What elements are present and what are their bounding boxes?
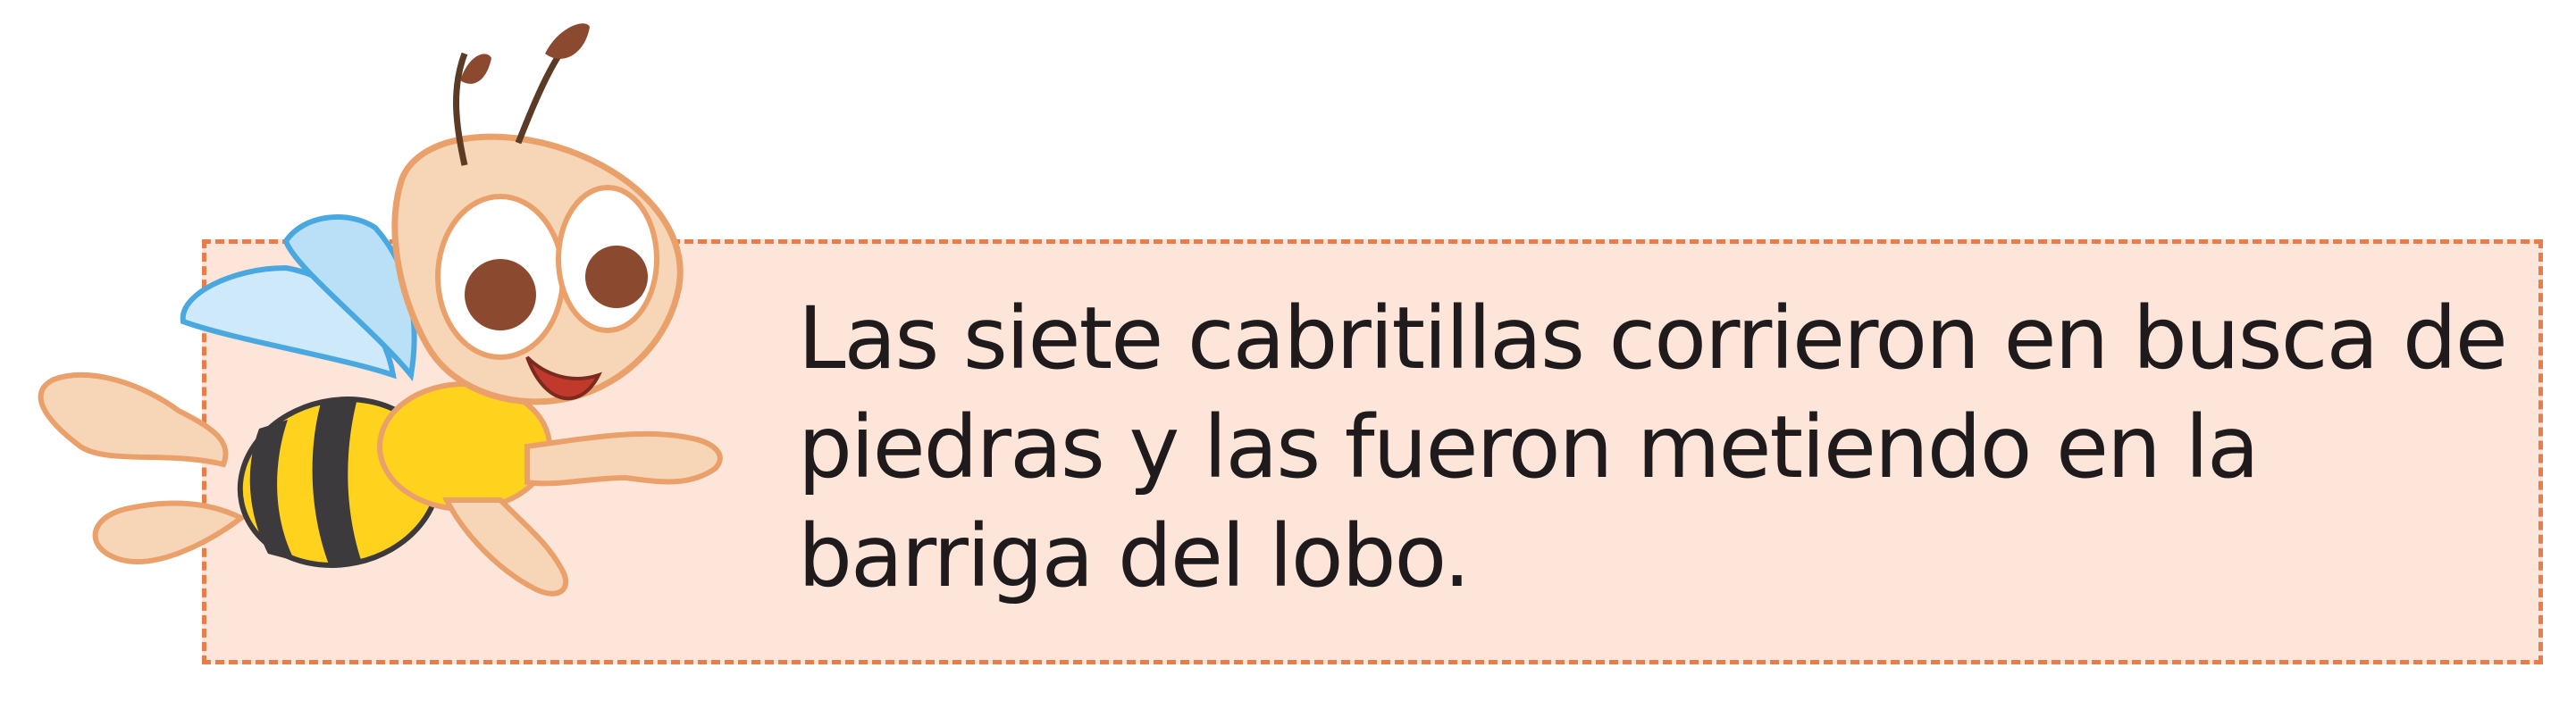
bee-pupil-right	[585, 246, 648, 308]
story-text: Las siete cabritillas corrieron en busca de piedras y las fueron metiendo en la barriga del lobo.	[798, 288, 2506, 606]
bee-pupil-left	[465, 259, 536, 330]
bee-arm-left	[447, 500, 566, 594]
bee-antenna-right-tip	[545, 23, 590, 59]
bee-mascot-icon	[0, 0, 768, 643]
bee-back-leg	[41, 375, 226, 464]
bee-arm-right	[527, 434, 720, 484]
bee-lower-leg	[96, 503, 241, 562]
